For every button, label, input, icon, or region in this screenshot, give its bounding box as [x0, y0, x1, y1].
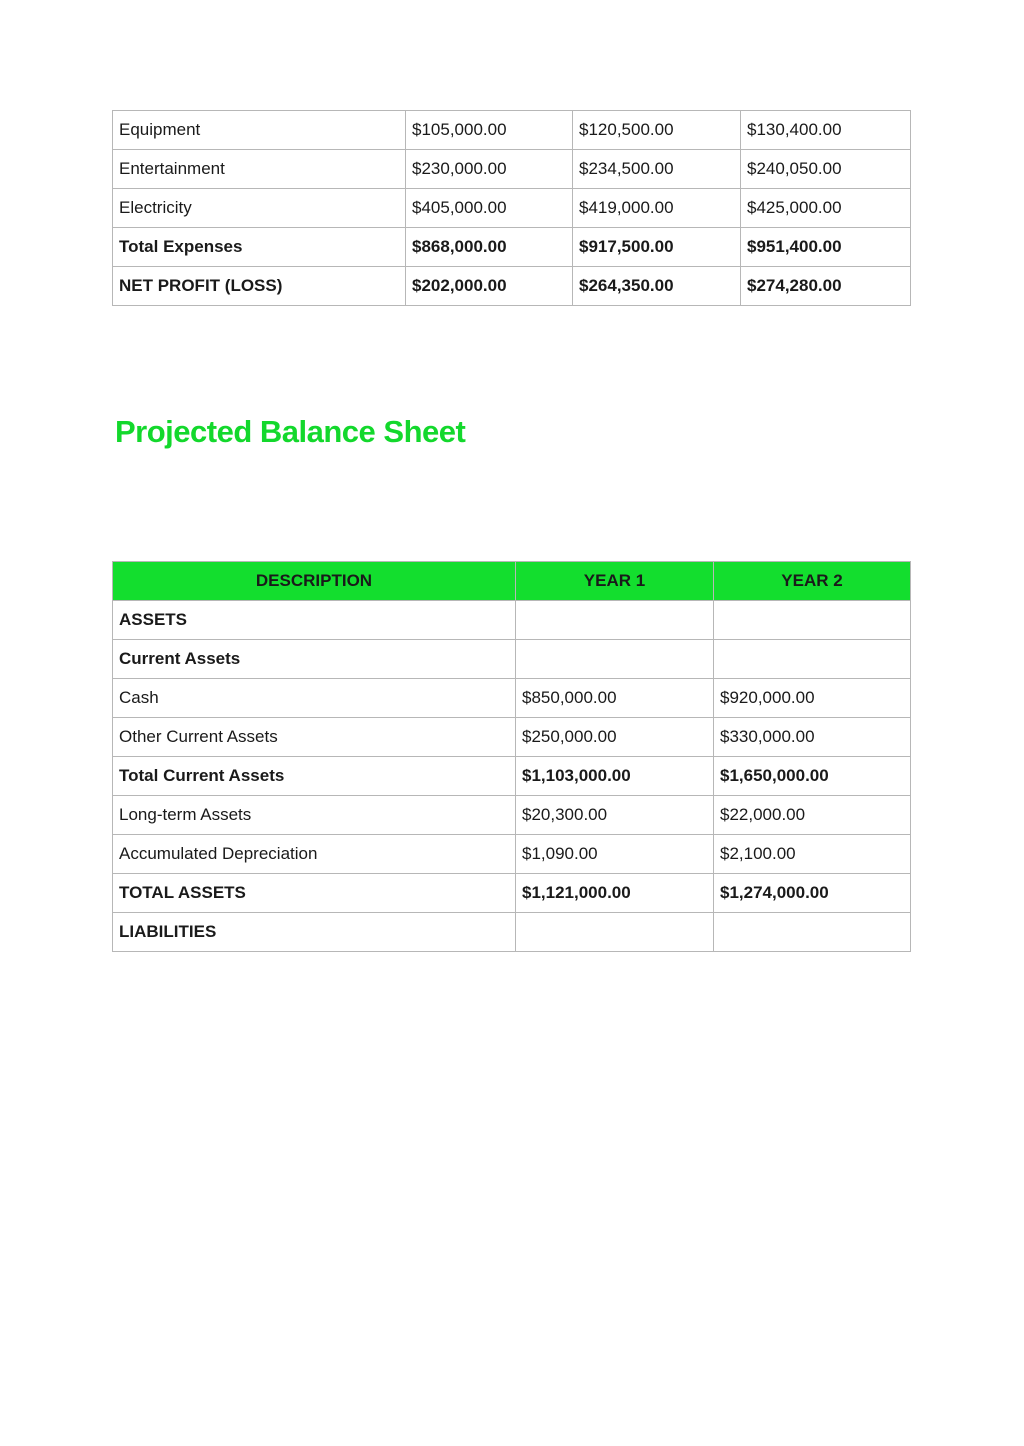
value-cell	[714, 640, 911, 679]
row-label: Accumulated Depreciation	[113, 835, 516, 874]
value-cell: $419,000.00	[573, 189, 741, 228]
value-cell	[516, 913, 714, 952]
total-assets-row	[113, 874, 911, 913]
row-label: Long-term Assets	[113, 796, 516, 835]
value-cell: $1,274,000.00	[714, 874, 911, 913]
table-row	[113, 189, 911, 228]
value-cell: $1,650,000.00	[714, 757, 911, 796]
value-cell: $130,400.00	[741, 111, 911, 150]
value-cell	[714, 601, 911, 640]
value-cell: $951,400.00	[741, 228, 911, 267]
column-header-description: DESCRIPTION	[113, 562, 516, 601]
column-header-year-1: YEAR 1	[516, 562, 714, 601]
liabilities-row	[113, 913, 911, 952]
value-cell: $202,000.00	[406, 267, 573, 306]
row-label: Equipment	[113, 111, 406, 150]
table-row	[113, 679, 911, 718]
table-row	[113, 111, 911, 150]
value-cell: $250,000.00	[516, 718, 714, 757]
value-cell: $240,050.00	[741, 150, 911, 189]
value-cell: $1,090.00	[516, 835, 714, 874]
value-cell: $230,000.00	[406, 150, 573, 189]
table-row	[113, 835, 911, 874]
assets-row	[113, 601, 911, 640]
value-cell: $920,000.00	[714, 679, 911, 718]
row-label: Entertainment	[113, 150, 406, 189]
balance-sheet-table	[112, 561, 911, 952]
table-row	[113, 718, 911, 757]
value-cell: $1,121,000.00	[516, 874, 714, 913]
row-label: Total Expenses	[113, 228, 406, 267]
value-cell: $274,280.00	[741, 267, 911, 306]
row-label: LIABILITIES	[113, 913, 516, 952]
table-header-row	[113, 562, 911, 601]
row-label: Other Current Assets	[113, 718, 516, 757]
value-cell: $120,500.00	[573, 111, 741, 150]
value-cell: $20,300.00	[516, 796, 714, 835]
value-cell	[714, 913, 911, 952]
total-current-assets-row	[113, 757, 911, 796]
value-cell: $2,100.00	[714, 835, 911, 874]
value-cell: $264,350.00	[573, 267, 741, 306]
value-cell: $405,000.00	[406, 189, 573, 228]
value-cell: $850,000.00	[516, 679, 714, 718]
value-cell	[516, 640, 714, 679]
row-label: Cash	[113, 679, 516, 718]
table-row	[113, 150, 911, 189]
table-row	[113, 796, 911, 835]
column-header-year-2: YEAR 2	[714, 562, 911, 601]
total-expenses-row	[113, 228, 911, 267]
net-profit-row	[113, 267, 911, 306]
row-label: Electricity	[113, 189, 406, 228]
value-cell: $105,000.00	[406, 111, 573, 150]
section-title: Projected Balance Sheet	[115, 414, 466, 449]
value-cell	[516, 601, 714, 640]
row-label: Current Assets	[113, 640, 516, 679]
row-label: NET PROFIT (LOSS)	[113, 267, 406, 306]
row-label: ASSETS	[113, 601, 516, 640]
value-cell: $22,000.00	[714, 796, 911, 835]
value-cell: $868,000.00	[406, 228, 573, 267]
row-label: Total Current Assets	[113, 757, 516, 796]
value-cell: $917,500.00	[573, 228, 741, 267]
value-cell: $234,500.00	[573, 150, 741, 189]
value-cell: $425,000.00	[741, 189, 911, 228]
current-assets-row	[113, 640, 911, 679]
row-label: TOTAL ASSETS	[113, 874, 516, 913]
value-cell: $330,000.00	[714, 718, 911, 757]
value-cell: $1,103,000.00	[516, 757, 714, 796]
income-table	[112, 110, 911, 306]
